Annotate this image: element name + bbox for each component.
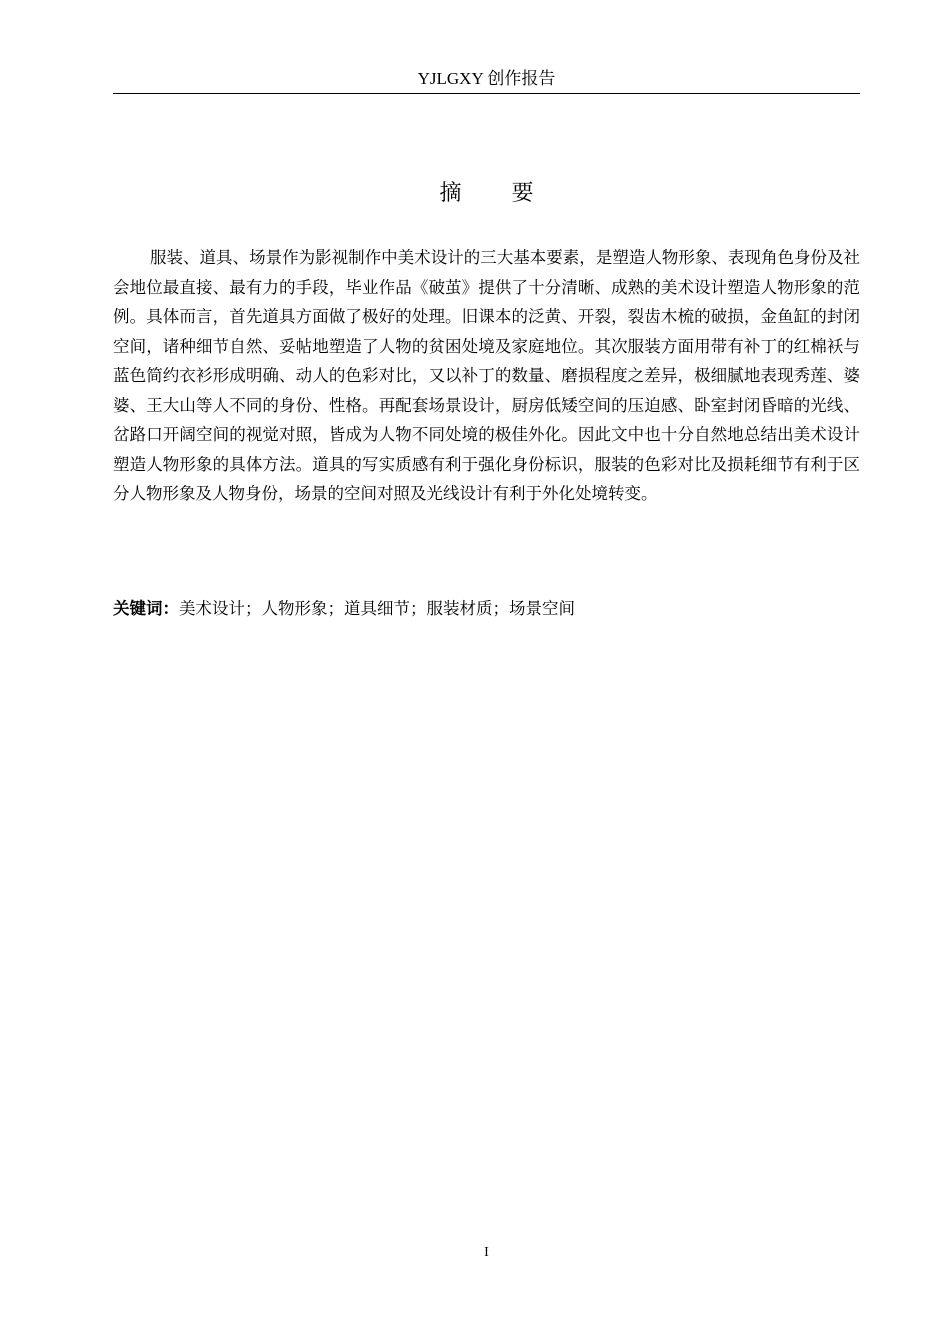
page-number: I xyxy=(484,1245,489,1260)
keywords-list: 美术设计；人物形象；道具细节；服装材质；场景空间 xyxy=(179,599,575,618)
abstract-body: 服装、道具、场景作为影视制作中美术设计的三大基本要素，是塑造人物形象、表现角色身份及社会地位最直接、最有力的手段，毕业作品《破茧》提供了十分清晰、成熟的美术设计塑造人物形象的范例。具体而言，首先道具方面做了极好的处理。旧课本的泛黄、开裂，裂齿木梳的破损，金鱼缸的封闭空间，诸种细节自然、妥帖地塑造了人物的贫困处境及家庭地位。其次服装方面用带有补丁的红棉袄与蓝色简约衣衫形成明确、动人的色彩对比，又以补丁的数量、磨损程度之差异，极细腻地表现秀莲、婆婆、王大山等人不同的身份、性格。再配套场景设计，厨房低矮空间的压迫感、卧室封闭昏暗的光线、岔路口开阔空间的视觉对照，皆成为人物不同处境的极佳外化。因此文中也十分自然地总结出美术设计塑造人物形象的具体方法。道具的写实质感有利于强化身份标识，服装的色彩对比及损耗细节有利于区分人物形象及人物身份，场景的空间对照及光线设计有利于外化处境转变。 xyxy=(113,248,860,503)
keywords-label: 关键词： xyxy=(113,599,179,618)
abstract-heading: 摘 要 xyxy=(439,181,548,206)
header-divider xyxy=(113,93,860,94)
keywords-line xyxy=(113,594,860,624)
page-header: YJLGXY 创作报告 xyxy=(417,69,556,88)
